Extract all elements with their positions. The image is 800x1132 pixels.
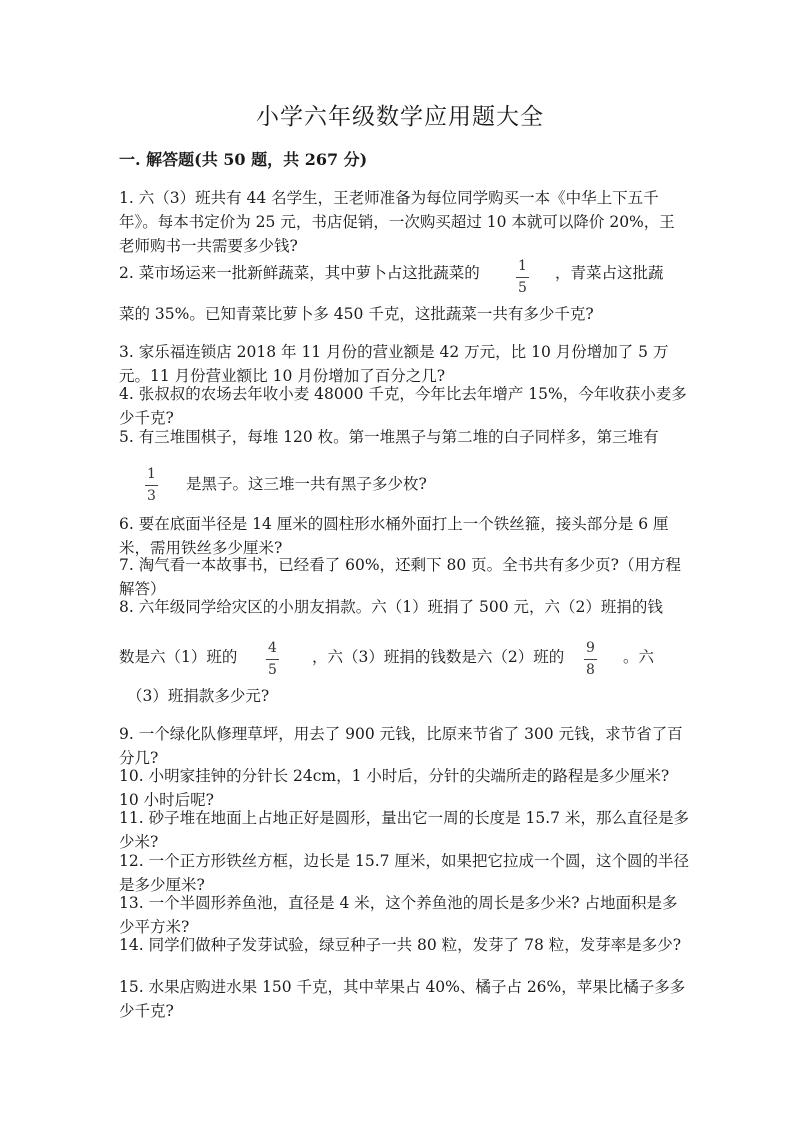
fraction-q8-b bbox=[584, 640, 597, 679]
question-7: 7. 淘气看一本故事书，已经看了 60%，还剩下 80 页。全书共有多少页?（用方程解答） bbox=[119, 556, 681, 598]
fraction-q5 bbox=[145, 466, 158, 505]
fraction-denominator: 3 bbox=[147, 488, 156, 504]
page-title: 小学六年级数学应用题大全 bbox=[256, 104, 544, 130]
fraction-bar bbox=[516, 277, 529, 278]
fraction-bar bbox=[145, 485, 158, 486]
fraction-denominator: 5 bbox=[518, 280, 527, 296]
question-2-part-b: ，青菜占这批蔬 bbox=[555, 264, 664, 282]
question-8-part-e: （3）班捐款多少元? bbox=[127, 687, 270, 705]
fraction-numerator: 1 bbox=[147, 466, 156, 482]
fraction-q2 bbox=[516, 258, 529, 297]
question-14: 14. 同学们做种子发芽试验，绿豆种子一共 80 粒，发芽了 78 粒，发芽率是多少? bbox=[119, 936, 682, 954]
question-10: 10. 小明家挂钟的分针长 24cm，1 小时后，分针的尖端所走的路程是多少厘米? 10 小时后呢? bbox=[119, 767, 670, 809]
question-4: 4. 张叔叔的农场去年收小麦 48000 千克，今年比去年增产 15%，今年收获小麦多少千克? bbox=[119, 385, 687, 427]
fraction-q8-a bbox=[266, 640, 279, 679]
question-9: 9. 一个绿化队修理草坪，用去了 900 元钱，比原来节省了 300 元钱，求节省了百分几? bbox=[119, 725, 683, 767]
fraction-numerator: 1 bbox=[518, 258, 527, 274]
question-3: 3. 家乐福连锁店 2018 年 11 月份的营业额是 42 万元，比 10 月份增加了 5 万元。11 月份营业额比 10 月份增加了百分之几? bbox=[119, 343, 669, 385]
fraction-numerator: 9 bbox=[586, 640, 595, 656]
question-5-part-a: 5. 有三堆围棋子，每堆 120 枚。第一堆黑子与第二堆的白子同样多，第三堆有 bbox=[119, 428, 659, 446]
question-8-part-a: 8. 六年级同学给灾区的小朋友捐款。六（1）班捐了 500 元，六（2）班捐的钱 bbox=[119, 598, 663, 616]
question-6: 6. 要在底面半径是 14 厘米的圆柱形水桶外面打上一个铁丝箍，接头部分是 6 厘米，需用铁丝多少厘米? bbox=[119, 515, 669, 557]
question-2-part-c: 菜的 35%。已知青菜比萝卜多 450 千克，这批蔬菜一共有多少千克? bbox=[119, 305, 594, 323]
question-13: 13. 一个半圆形养鱼池，直径是 4 米，这个养鱼池的周长是多少米? 占地面积是多少平方米? bbox=[119, 894, 678, 936]
question-1: 1. 六（3）班共有 44 名学生，王老师准备为每位同学购买一本《中华上下五千年》。每本书定价为 25 元，书店促销，一次购买超过 10 本就可以降价 20%，王老师购书一共需要多少钱? bbox=[119, 189, 675, 255]
fraction-numerator: 4 bbox=[268, 640, 277, 656]
fraction-denominator: 8 bbox=[586, 662, 595, 678]
question-5-part-b: 是黑子。这三堆一共有黑子多少枚? bbox=[186, 475, 427, 493]
question-8-part-c: ，六（3）班捐的钱数是六（2）班的 bbox=[312, 648, 565, 666]
section-heading: 一. 解答题(共 50 题，共 267 分) bbox=[119, 150, 368, 169]
question-8-part-b: 数是六（1）班的 bbox=[119, 648, 238, 666]
question-12: 12. 一个正方形铁丝方框，边长是 15.7 厘米，如果把它拉成一个圆，这个圆的半径是多少厘米? bbox=[119, 852, 689, 894]
question-11: 11. 砂子堆在地面上占地正好是圆形，量出它一周的长度是 15.7 米，那么直径是多少米? bbox=[119, 809, 689, 851]
question-15: 15. 水果店购进水果 150 千克，其中苹果占 40%、橘子占 26%，苹果比橘子多多少千克? bbox=[119, 978, 686, 1020]
fraction-denominator: 5 bbox=[268, 662, 277, 678]
fraction-bar bbox=[266, 659, 279, 660]
question-2-part-a: 2. 菜市场运来一批新鲜蔬菜，其中萝卜占这批蔬菜的 bbox=[119, 264, 480, 282]
fraction-bar bbox=[584, 659, 597, 660]
question-8-part-d: 。六 bbox=[623, 648, 655, 666]
